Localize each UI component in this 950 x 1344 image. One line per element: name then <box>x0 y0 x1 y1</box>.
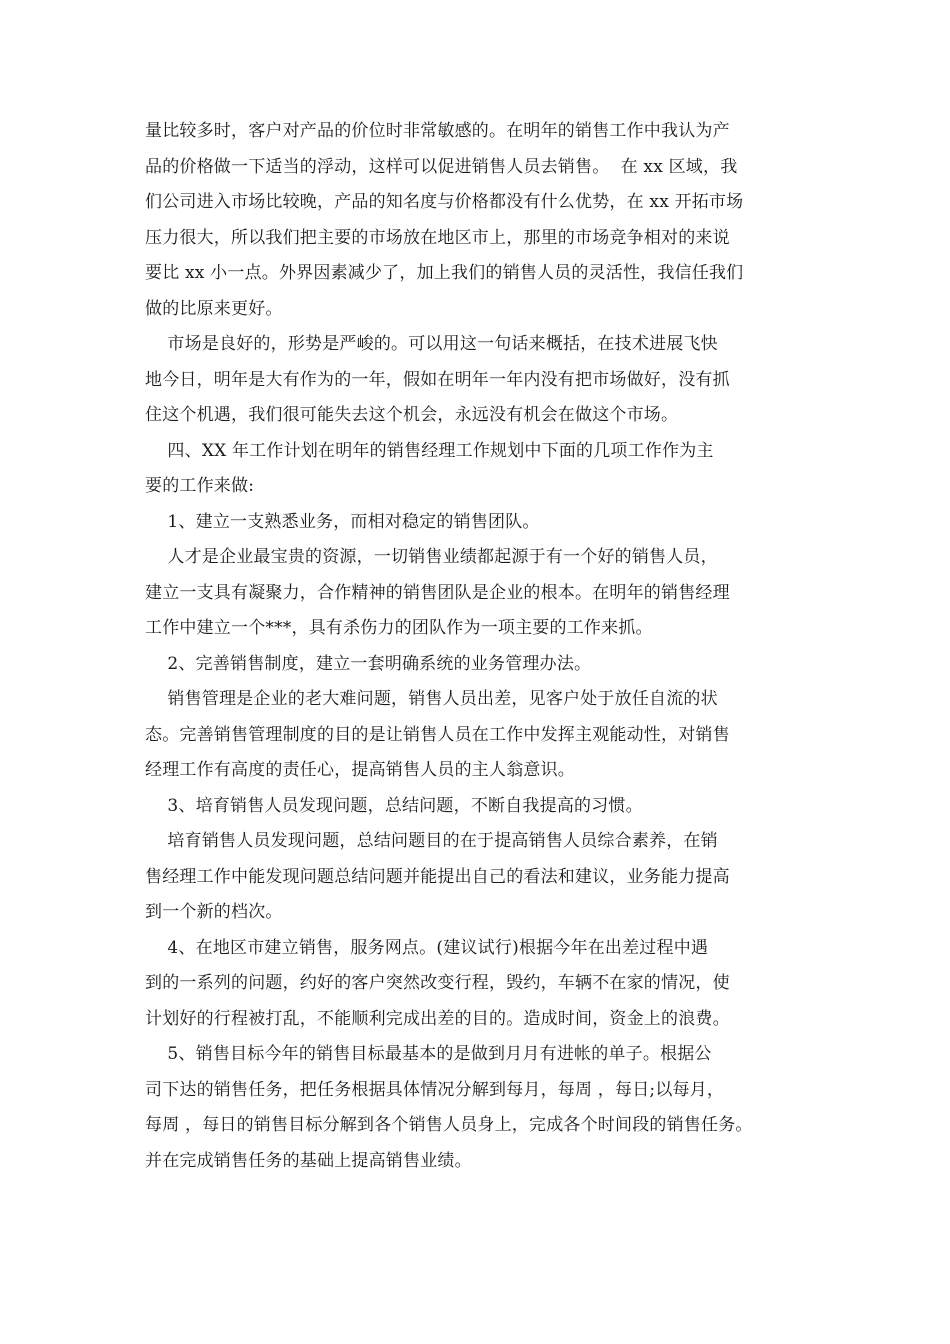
text-line: 要比 xx 小一点。外界因素减少了，加上我们的销售人员的灵活性，我信任我们 <box>145 263 744 283</box>
text-line: 地今日，明年是大有作为的一年，假如在明年一年内没有把市场做好，没有抓 <box>145 369 730 390</box>
text-line: 建立一支具有凝聚力，合作精神的销售团队是企业的根本。在明年的销售经理 <box>145 582 730 603</box>
text-line: 售经理工作中能发现问题总结问题并能提出自己的看法和建议，业务能力提高 <box>145 866 730 887</box>
list-item-heading: 5、销售目标今年的销售目标最基本的是做到月月有进帐的单子。根据公 <box>145 1044 712 1064</box>
text-line: 压力很大，所以我们把主要的市场放在地区市上，那里的市场竞争相对的来说 <box>145 227 730 248</box>
paragraph-first-line: 人才是企业最宝贵的资源，一切销售业绩都起源于有一个好的销售人员， <box>145 547 718 567</box>
list-item-heading: 3、培育销售人员发现问题，总结问题，不断自我提高的习惯。 <box>145 795 643 816</box>
list-item-heading: 1、建立一支熟悉业务，而相对稳定的销售团队。 <box>145 511 540 532</box>
paragraph-first-line: 市场是良好的，形势是严峻的。可以用这一句话来概括，在技术进展飞快 <box>145 334 718 354</box>
text-line: 态。完善销售管理制度的目的是让销售人员在工作中发挥主观能动性，对销售 <box>145 724 730 745</box>
text-line: 到一个新的档次。 <box>145 902 283 922</box>
document-body <box>145 114 810 1179</box>
text-line: 做的比原来更好。 <box>145 298 283 319</box>
paragraph-first-line: 销售管理是企业的老大难问题，销售人员出差，见客户处于放任自流的状 <box>145 689 718 709</box>
text-line: 工作中建立一个***，具有杀伤力的团队作为一项主要的工作来抓。 <box>145 618 653 638</box>
text-line: 经理工作有高度的责任心，提高销售人员的主人翁意识。 <box>145 760 575 780</box>
text-line: 品的价格做一下适当的浮动，这样可以促进销售人员去销售。 在 xx 区域，我 <box>145 156 738 177</box>
text-line: 量比较多时，客户对产品的价位时非常敏感的。在明年的销售工作中我认为产 <box>145 121 730 141</box>
list-item-heading: 2、完善销售制度，建立一套明确系统的业务管理办法。 <box>145 653 592 674</box>
text-line: 要的工作来做: <box>145 476 255 496</box>
text-line: 司下达的销售任务，把任务根据具体情况分解到每月，每周 ，每日;以每月， <box>145 1079 725 1100</box>
text-line: 们公司进入市场比较晚，产品的知名度与价格都没有什么优势，在 xx 开拓市场 <box>145 192 744 212</box>
text-line: 计划好的行程被打乱，不能顺利完成出差的目的。造成时间，资金上的浪费。 <box>145 1008 730 1029</box>
text-line: 到的一系列的问题，约好的客户突然改变行程，毁约，车辆不在家的情况，使 <box>145 973 730 993</box>
paragraph-first-line: 培育销售人员发现问题，总结问题目的在于提高销售人员综合素养，在销 <box>145 831 718 851</box>
section-heading-line: 四、XX 年工作计划在明年的销售经理工作规划中下面的几项工作作为主 <box>145 440 714 461</box>
text-line: 每周 ，每日的销售目标分解到各个销售人员身上，完成各个时间段的销售任务。 <box>145 1115 753 1135</box>
text-line: 住这个机遇，我们很可能失去这个机会，永远没有机会在做这个市场。 <box>145 405 679 425</box>
text-line: 并在完成销售任务的基础上提高销售业绩。 <box>145 1150 472 1171</box>
list-item-heading: 4、在地区市建立销售，服务网点。(建议试行)根据今年在出差过程中遇 <box>145 937 709 958</box>
